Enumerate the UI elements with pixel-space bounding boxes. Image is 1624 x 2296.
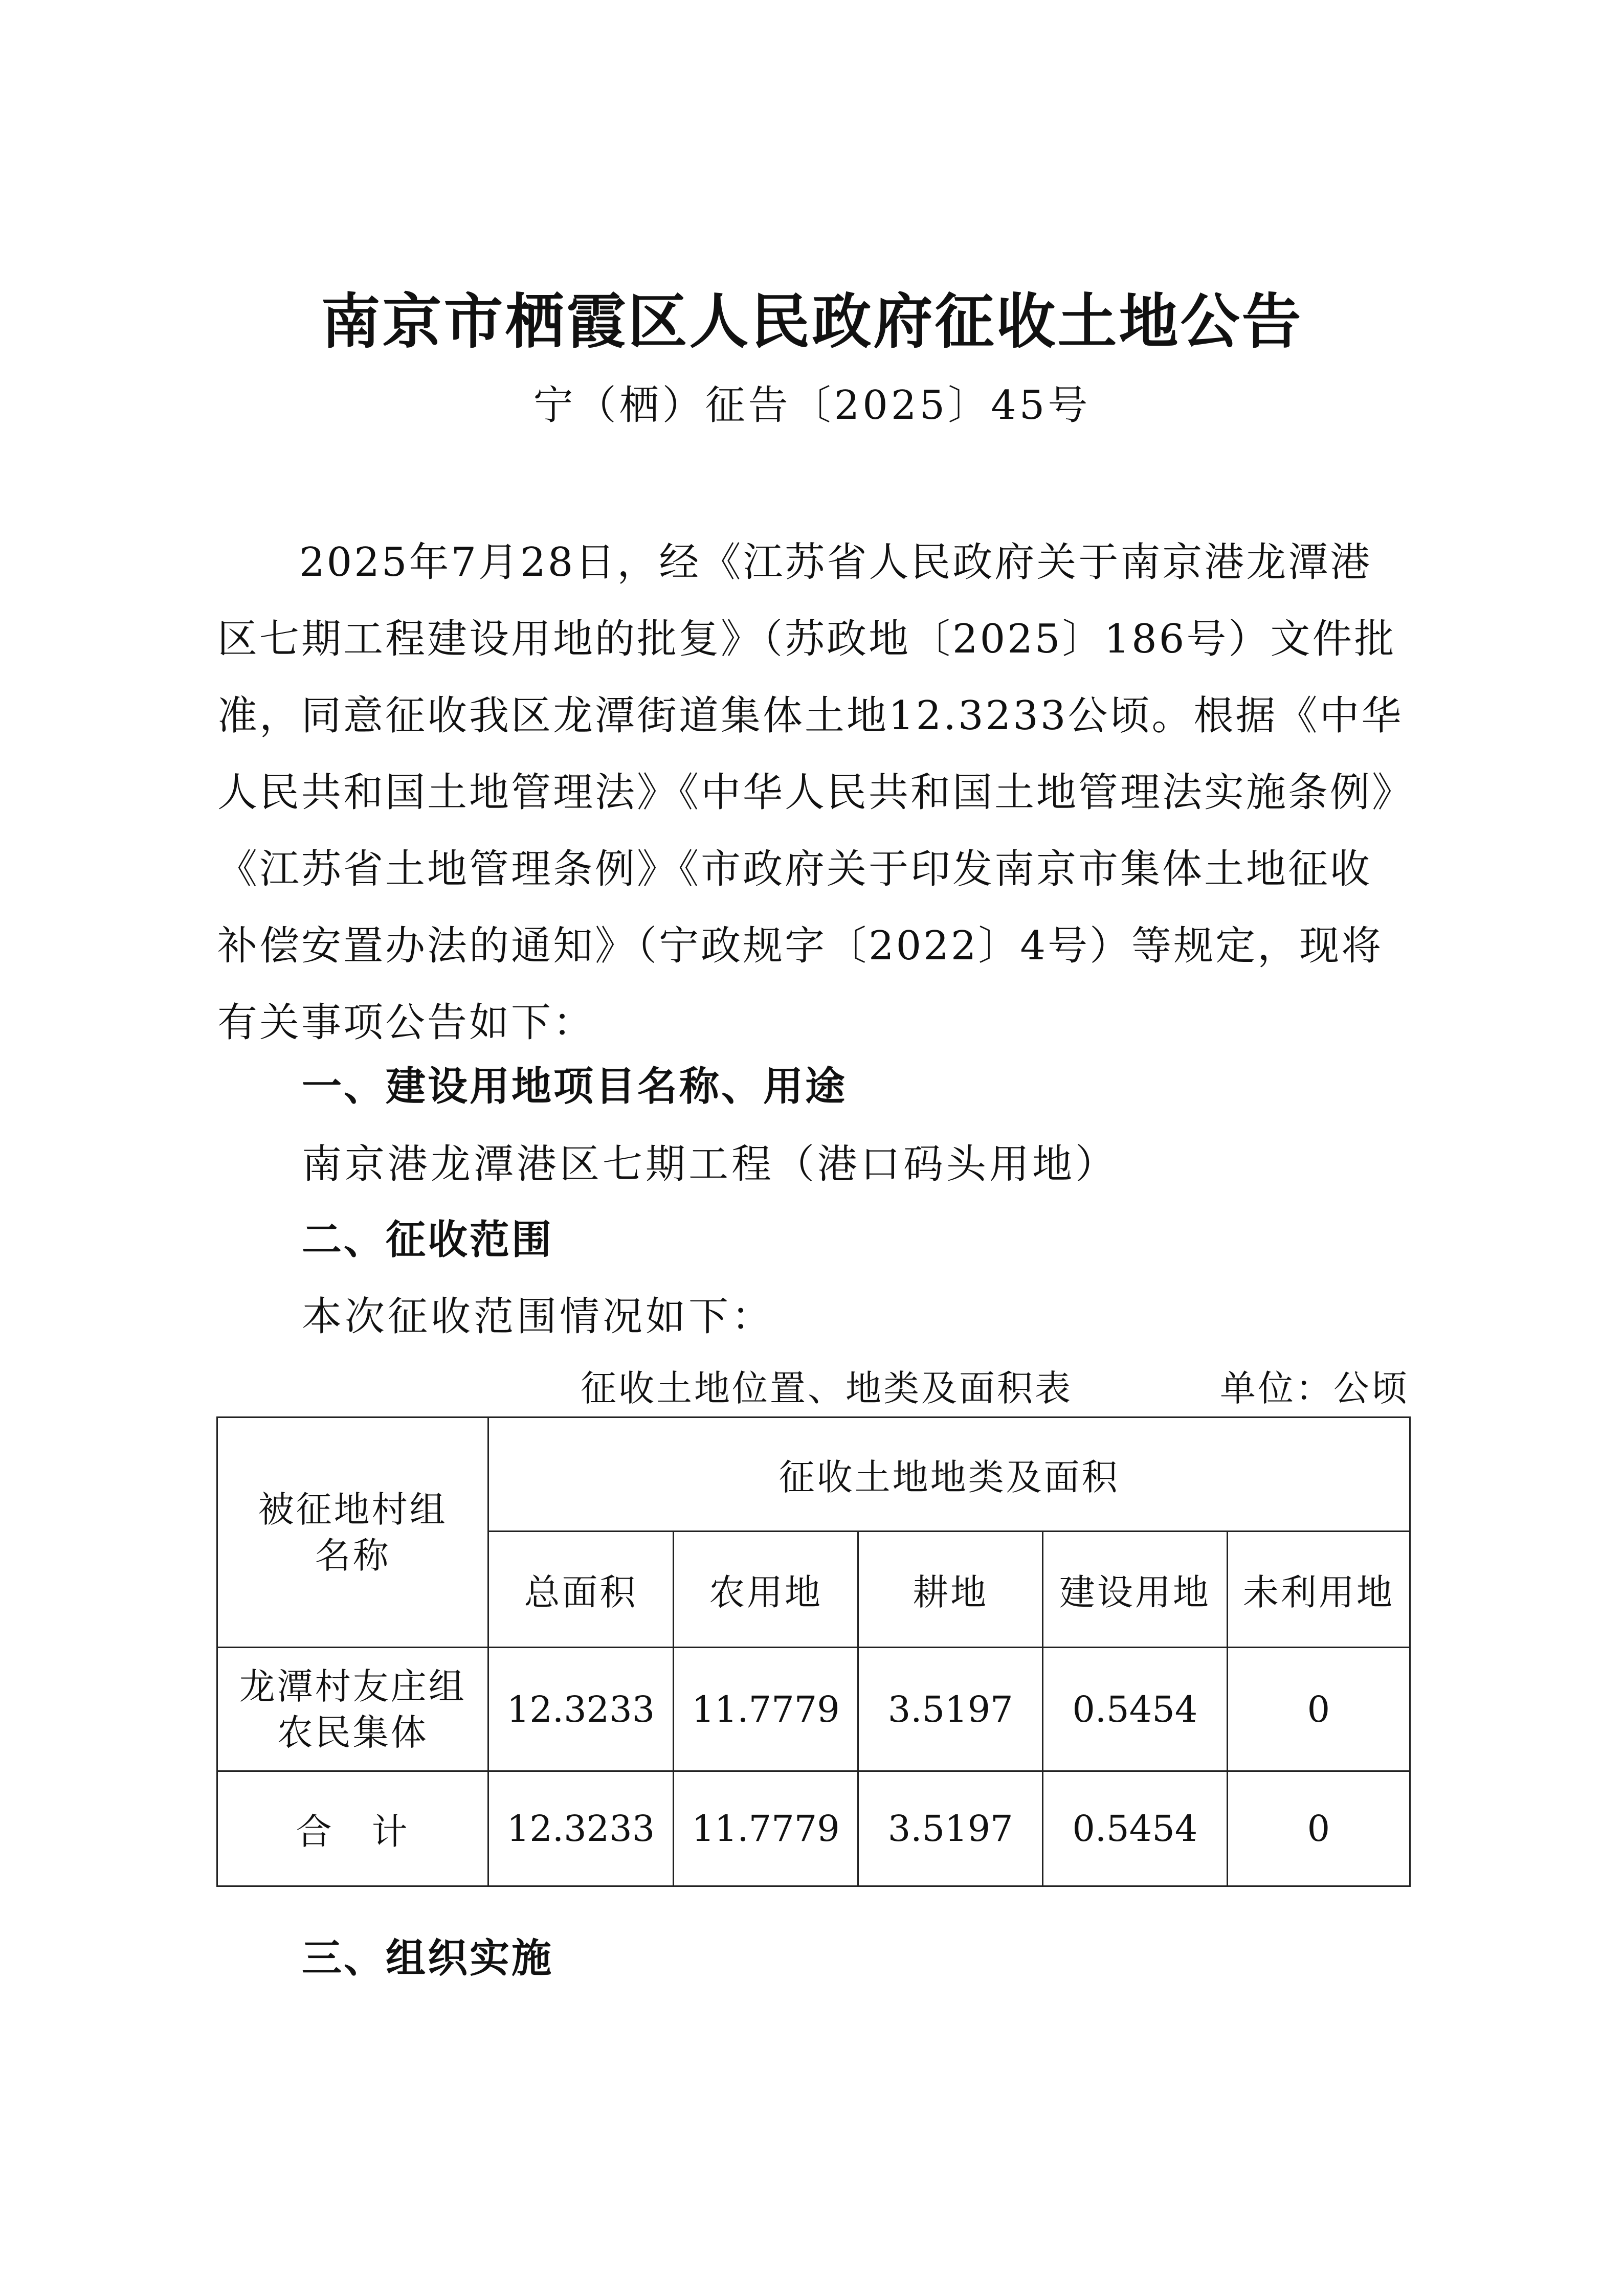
cell-construction: 0.5454 <box>1043 1648 1228 1771</box>
cell-unused: 0 <box>1227 1648 1410 1771</box>
page-title: 南京市栖霞区人民政府征收土地公告 <box>321 287 1303 356</box>
intro-line: 2025年7月28日，经《江苏省人民政府关于南京港龙潭港 <box>299 539 1372 586</box>
row-total-label: 合 计 <box>217 1771 488 1886</box>
intro-line: 准，同意征收我区龙潭街道集体土地12.3233公顷。根据《中华 <box>217 693 1404 739</box>
cell-total-area: 12.3233 <box>488 1648 674 1771</box>
project-name-text: 南京港龙潭港区七期工程（港口码头用地） <box>302 1141 1119 1187</box>
header-total-area: 总面积 <box>488 1532 674 1648</box>
header-land-type-group: 征收土地地类及面积 <box>488 1417 1410 1532</box>
section-heading-scope: 二、征收范围 <box>302 1217 554 1263</box>
cell-agricultural: 11.7779 <box>673 1771 858 1886</box>
intro-line: 区七期工程建设用地的批复》（苏政地〔2025〕186号）文件批 <box>217 616 1396 662</box>
table-row-total <box>217 1771 1410 1886</box>
table-header-row <box>217 1417 1410 1532</box>
intro-line: 有关事项公告如下： <box>217 1000 595 1046</box>
village-name-line: 龙潭村友庄组 <box>239 1665 466 1707</box>
cell-unused: 0 <box>1227 1771 1410 1886</box>
scope-intro-text: 本次征收范围情况如下： <box>302 1294 775 1340</box>
cell-construction: 0.5454 <box>1043 1771 1228 1886</box>
header-village-line: 名称 <box>315 1534 391 1577</box>
document-number: 宁（栖）征告〔2025〕45号 <box>533 382 1091 429</box>
table-unit: 单位：公顷 <box>1220 1367 1409 1409</box>
intro-line: 补偿安置办法的通知》（宁政规字〔2022〕4号）等规定，现将 <box>217 923 1384 969</box>
section-heading-project: 一、建设用地项目名称、用途 <box>302 1064 848 1110</box>
cell-cultivated: 3.5197 <box>858 1648 1043 1771</box>
cell-total-area: 12.3233 <box>488 1771 674 1886</box>
header-village-line: 被征地村组 <box>258 1488 448 1530</box>
intro-paragraph <box>217 524 1412 1061</box>
land-area-table <box>216 1416 1411 1887</box>
header-construction: 建设用地 <box>1043 1532 1228 1648</box>
intro-line: 《江苏省土地管理条例》《市政府关于印发南京市集体土地征收 <box>217 846 1372 892</box>
row-village-name <box>217 1648 488 1771</box>
intro-line: 人民共和国土地管理法》《中华人民共和国土地管理法实施条例》 <box>217 770 1414 816</box>
cell-cultivated: 3.5197 <box>858 1771 1043 1886</box>
header-village-group <box>217 1417 488 1648</box>
header-unused: 未利用地 <box>1227 1532 1410 1648</box>
header-agricultural: 农用地 <box>673 1532 858 1648</box>
table-caption: 征收土地位置、地类及面积表 <box>581 1367 1073 1409</box>
section-heading-implementation: 三、组织实施 <box>302 1935 554 1982</box>
village-name-line: 农民集体 <box>277 1711 429 1753</box>
cell-agricultural: 11.7779 <box>673 1648 858 1771</box>
table-row <box>217 1648 1410 1771</box>
header-cultivated: 耕地 <box>858 1532 1043 1648</box>
